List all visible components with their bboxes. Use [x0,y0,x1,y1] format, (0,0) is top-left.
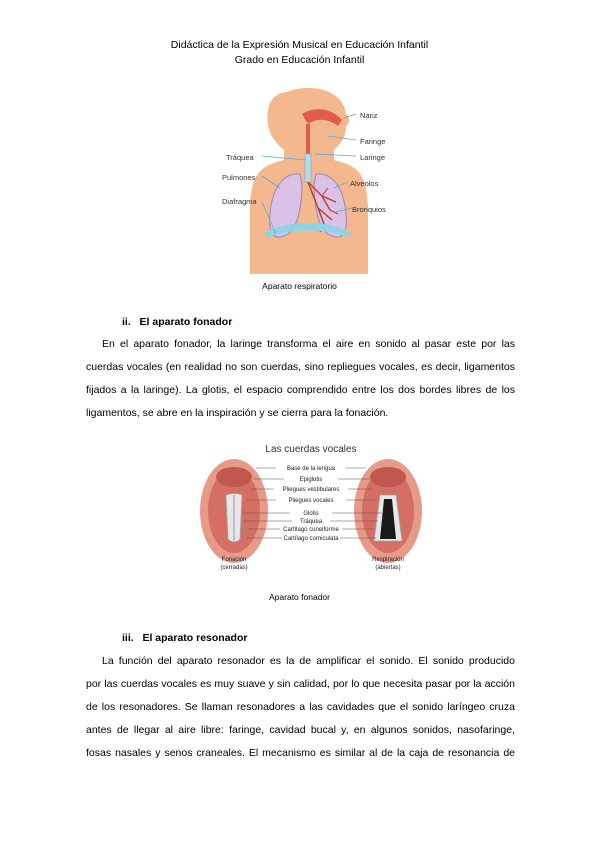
figure-caption-respiratory: Aparato respiratorio [262,281,337,291]
label-traquea-2: Tráquea [299,519,323,525]
vocal-figure-title: Las cuerdas vocales [265,444,357,455]
caption-abiertas: (abiertas) [375,565,401,571]
caption-cerradas: (cerradas) [220,565,248,571]
section-number: iii. [122,632,134,644]
section-number: ii. [122,316,131,328]
section-title-text: El aparato resonador [142,632,248,644]
paragraph-line: por las cuerdas vocales es muy suave y sin calidad, por lo que necesita pasar por la acción [86,678,515,690]
label-pulmones: Pulmones [222,173,256,182]
label-cartilago-cuneiforme: Cartílago cuneiforme [283,527,339,533]
label-pliegues-vestibulares: Pliegues vestibulares [282,487,340,493]
vocal-cords-illustration [196,437,426,579]
paragraph-line: En el aparato fonador, la laringe transforma el aire en sonido al pasar este por las [102,338,515,350]
caption-fonacion: Fonación [221,557,247,563]
label-nariz: Nariz [360,111,378,120]
paragraph-line: fosas nasales y senos craneales. El mecanismo es similar al de la caja de resonancia de [86,747,515,759]
label-traquea: Tráquea [226,153,254,162]
caption-respiracion: Respiración [372,557,404,563]
header-course-title: Didáctica de la Expresión Musical en Educación Infantil [170,39,429,51]
paragraph-line: cuerdas vocales (en realidad no son cuerdas, sino repliegues vocales, es decir, ligamentos [86,361,515,373]
label-epiglotis: Epiglotis [299,477,323,483]
page-header [0,38,599,68]
paragraph-fonador [86,333,515,425]
label-bronquios: Bronquios [352,205,386,214]
paragraph-line: antes de llegar al aire libre: faringe, cavidad bucal y, en algunos sonidos, nasofaringe, [86,724,515,736]
section-title-text: El aparato fonador [139,316,233,328]
label-base-lengua: Base de la lengua [286,466,336,472]
paragraph-line: de los resonadores. Se llaman resonadores a las cavidades que el sonido laríngeo cruza [86,701,515,713]
label-pliegues-vocales: Pliegues vocales [288,498,334,504]
label-laringe: Laringe [360,153,386,162]
label-glotis: Glotis [303,511,319,517]
paragraph-line: fijados a la laringe). La glotis, el espacio comprendido entre los dos bordes libres de los [86,384,515,396]
figure-caption-fonador: Aparato fonador [269,592,330,602]
respiratory-system-illustration [218,84,398,274]
header-degree-title: Grado en Educación Infantil [234,54,365,66]
label-cartilago-corniculata: Cartílago corniculata [283,536,339,542]
label-alveolos: Alveolos [350,179,379,188]
paragraph-line: La función del aparato resonador es la de amplificar el sonido. El sonido producido [102,655,515,667]
paragraph-line: ligamentos, se abre en la inspiración y se cierra para la fonación. [86,407,389,419]
section-heading-fonador [122,316,232,328]
label-faringe: Faringe [360,137,386,146]
paragraph-resonador [86,650,515,765]
section-heading-resonador [122,632,247,644]
label-diafragma: Diafragma [222,197,257,206]
